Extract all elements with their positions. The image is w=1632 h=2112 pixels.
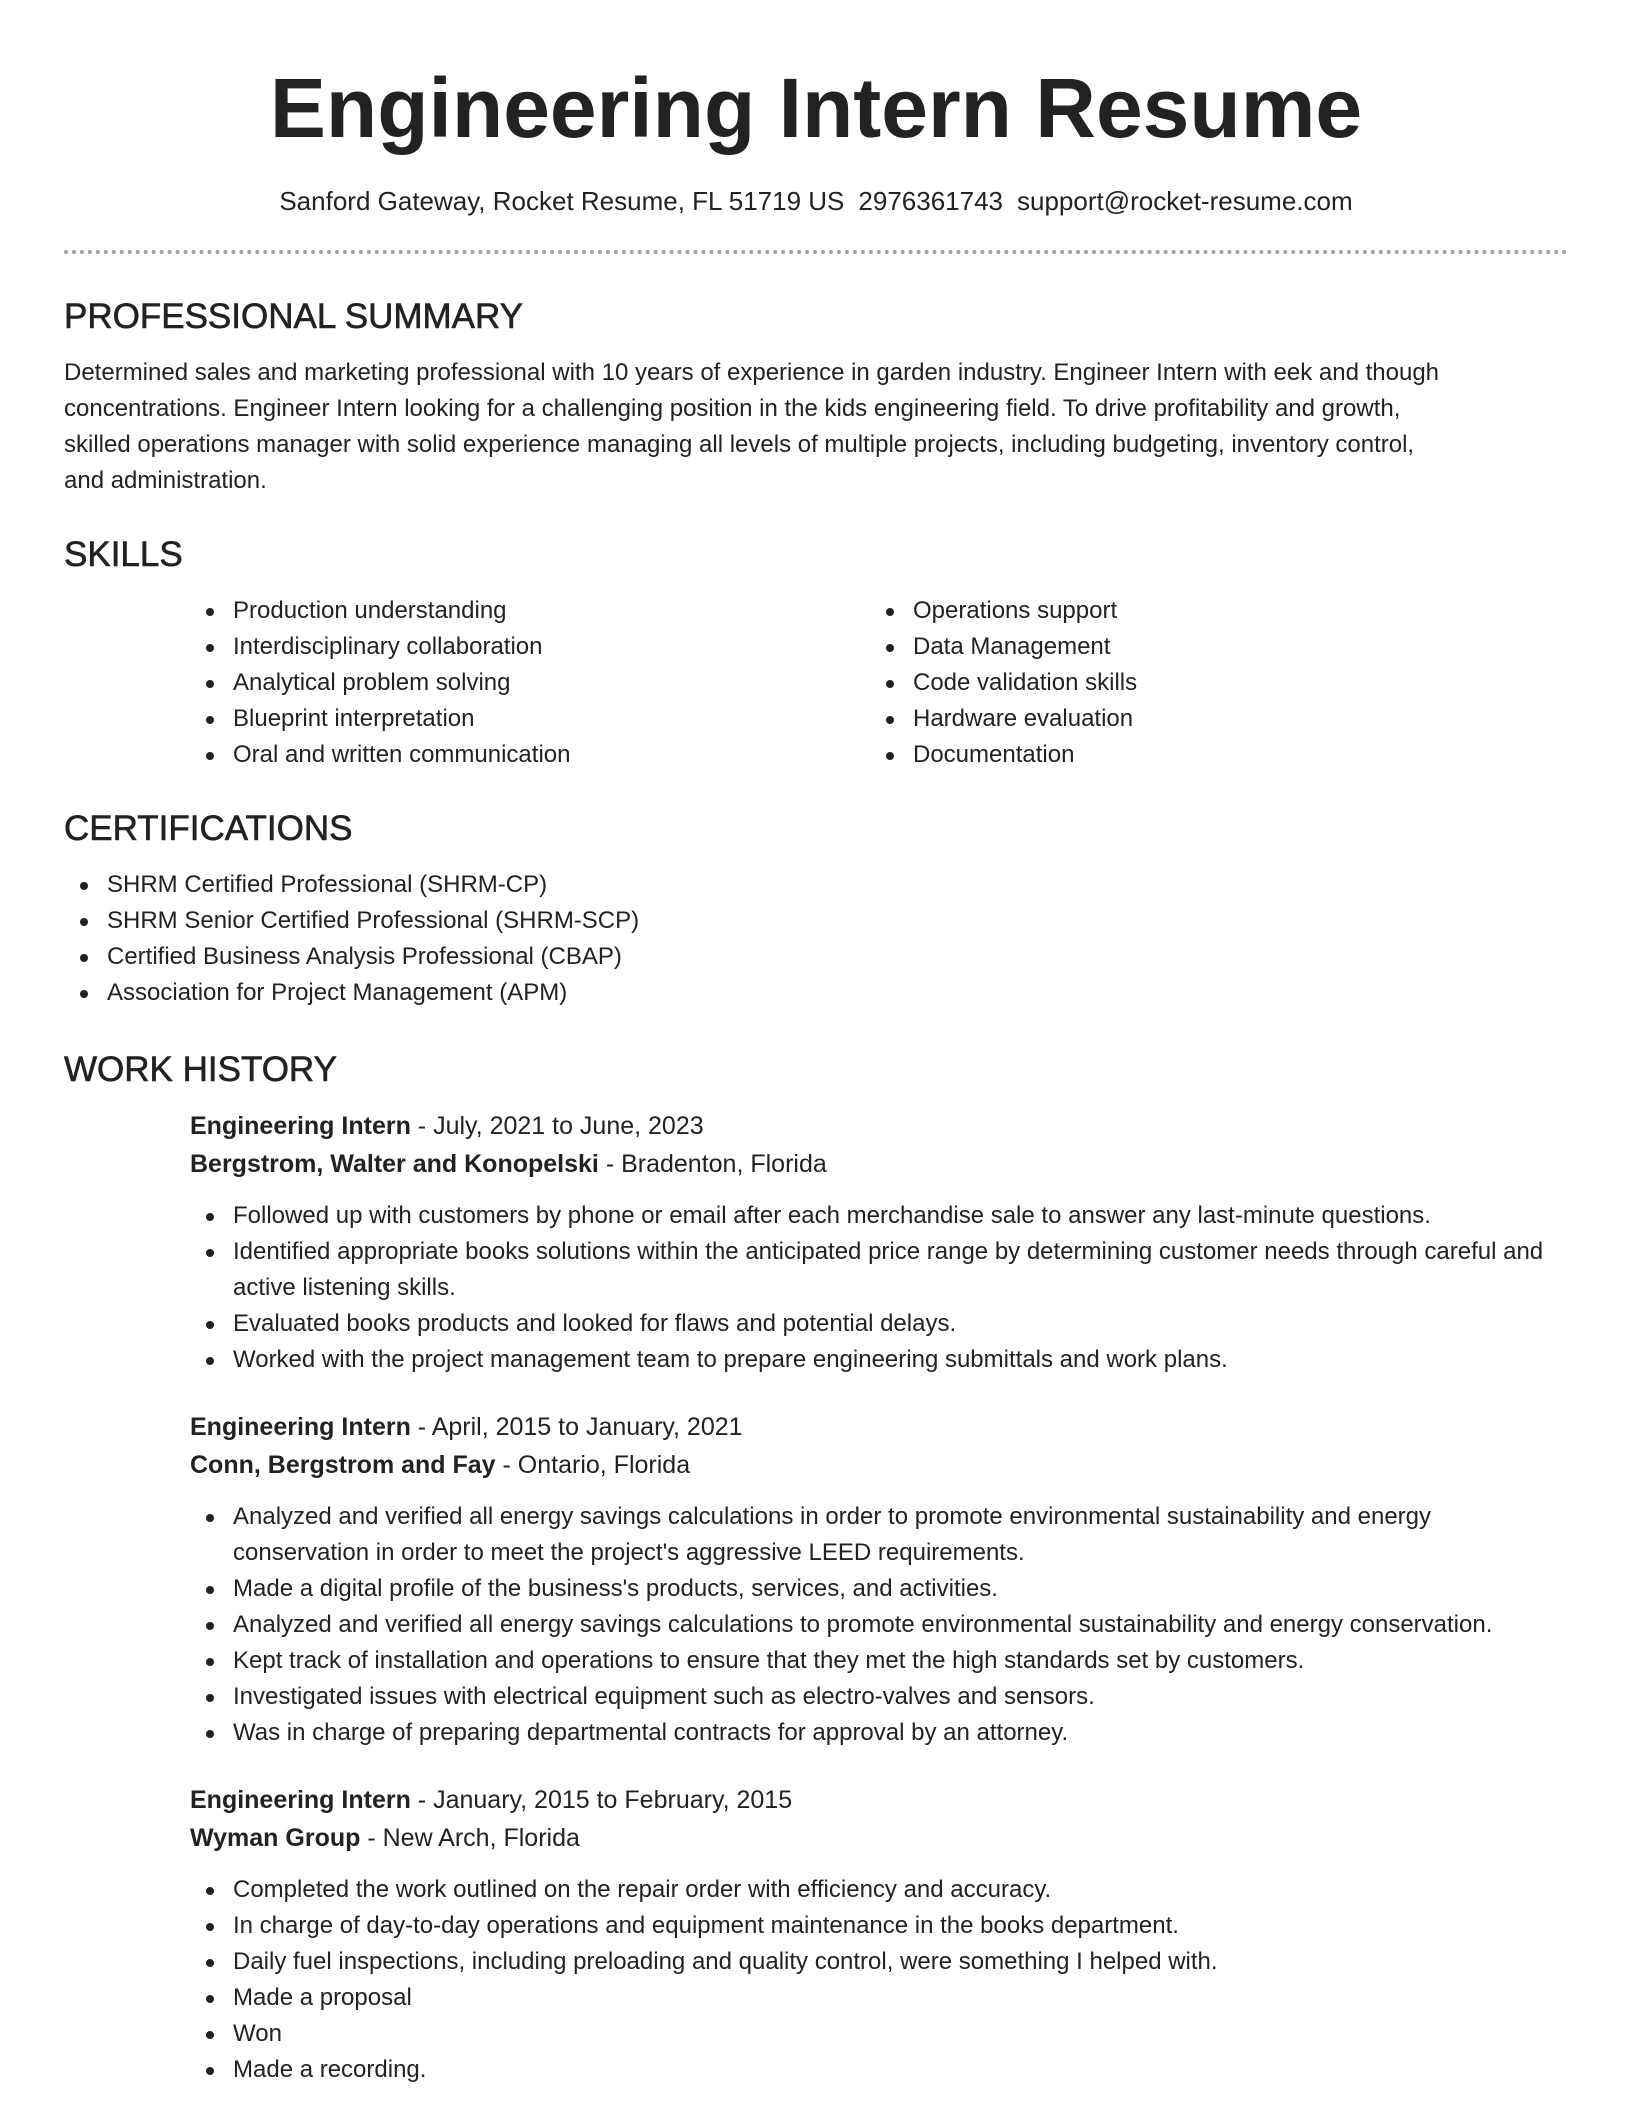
job-bullet: Identified appropriate books solutions within the anticipated price range by determining customer needs through careful and active listening skills. [190, 1234, 1568, 1306]
skill-item: Data Management [870, 629, 1550, 665]
certifications-section [64, 807, 1568, 1011]
skills-heading: SKILLS [64, 535, 183, 574]
job-bullets [190, 1872, 1568, 2088]
job-company: Wyman Group [190, 1824, 361, 1852]
job-bullet: Made a proposal [190, 1980, 1568, 2016]
summary-text: Determined sales and marketing professional with 10 years of experience in garden industry. Engineer Intern with eek and though concentrations. Engineer Intern looking for a challenging position in the kids engineering field. To drive profitability and growth, skilled operations manager with solid experience managing all levels of multiple projects, including budgeting, inventory control, and administration. [64, 359, 1440, 494]
job-entry [190, 1781, 1568, 2088]
job-bullets [190, 1499, 1568, 1751]
job-location: - Bradenton, Florida [598, 1150, 827, 1178]
job-bullet: Analyzed and verified all energy savings calculations in order to promote environmental sustainability and energy conservation in order to meet the project's aggressive LEED requirements. [190, 1499, 1568, 1571]
skills-list-right [870, 593, 1550, 773]
job-company: Conn, Bergstrom and Fay [190, 1451, 496, 1479]
certifications-list [64, 867, 1568, 1011]
summary-section [64, 295, 1568, 499]
job-entry [190, 1408, 1568, 1751]
certification-item: SHRM Senior Certified Professional (SHRM-SCP) [64, 903, 1568, 939]
job-bullet: Followed up with customers by phone or email after each merchandise sale to answer any last-minute questions. [190, 1198, 1568, 1234]
work-history-heading: WORK HISTORY [64, 1050, 337, 1089]
job-title: Engineering Intern [190, 1786, 411, 1814]
resume-page [64, 0, 1568, 2083]
job-entry [190, 1107, 1568, 1378]
job-bullet: Investigated issues with electrical equipment such as electro-valves and sensors. [190, 1679, 1568, 1715]
certification-item: Certified Business Analysis Professional (CBAP) [64, 939, 1568, 975]
skill-item: Documentation [870, 737, 1550, 773]
job-bullet: Daily fuel inspections, including preloading and quality control, were something I helped with. [190, 1944, 1568, 1980]
job-company-line [190, 1819, 1568, 1857]
job-bullet: Made a recording. [190, 2052, 1568, 2088]
job-bullet: Worked with the project management team to prepare engineering submittals and work plans. [190, 1342, 1568, 1378]
job-bullet: Analyzed and verified all energy savings calculations to promote environmental sustainability and energy conservation. [190, 1607, 1568, 1643]
job-bullet: Was in charge of preparing departmental contracts for approval by an attorney. [190, 1715, 1568, 1751]
job-title-line [190, 1107, 1568, 1145]
job-title-line [190, 1408, 1568, 1446]
skill-item: Blueprint interpretation [190, 701, 870, 737]
job-company-line [190, 1145, 1568, 1183]
skill-item: Analytical problem solving [190, 665, 870, 701]
skills-list-left [190, 593, 870, 773]
header-divider [64, 250, 1568, 254]
job-bullet: Evaluated books products and looked for flaws and potential delays. [190, 1306, 1568, 1342]
job-title: Engineering Intern [190, 1413, 411, 1441]
skill-item: Operations support [870, 593, 1550, 629]
certification-item: SHRM Certified Professional (SHRM-CP) [64, 867, 1568, 903]
job-bullet: Made a digital profile of the business's products, services, and activities. [190, 1571, 1568, 1607]
certification-item: Association for Project Management (APM) [64, 975, 1568, 1011]
contact-phone: 2976361743 [858, 186, 1004, 216]
skill-item: Interdisciplinary collaboration [190, 629, 870, 665]
job-company-line [190, 1446, 1568, 1484]
skill-item: Hardware evaluation [870, 701, 1550, 737]
job-dates: - January, 2015 to February, 2015 [410, 1786, 793, 1814]
skill-item: Oral and written communication [190, 737, 870, 773]
job-bullet: Kept track of installation and operations to ensure that they met the high standards set by customers. [190, 1643, 1568, 1679]
job-bullet: In charge of day-to-day operations and equipment maintenance in the books department. [190, 1908, 1568, 1944]
resume-header [64, 58, 1568, 254]
job-location: - New Arch, Florida [360, 1824, 580, 1852]
contact-line [64, 184, 1568, 218]
job-dates: - April, 2015 to January, 2021 [410, 1413, 743, 1441]
contact-address: Sanford Gateway, Rocket Resume, FL 51719 US [279, 186, 845, 216]
contact-email[interactable]: support@rocket-resume.com [1017, 186, 1353, 216]
skills-columns [190, 593, 1568, 773]
work-history-section [64, 1048, 1568, 2088]
certifications-heading: CERTIFICATIONS [64, 809, 353, 848]
job-dates: - July, 2021 to June, 2023 [410, 1112, 704, 1140]
skills-section [64, 533, 1568, 773]
summary-heading: PROFESSIONAL SUMMARY [64, 297, 523, 336]
job-title-line [190, 1781, 1568, 1819]
job-bullets [190, 1198, 1568, 1378]
resume-title: Engineering Intern Resume [269, 61, 1363, 155]
skill-item: Production understanding [190, 593, 870, 629]
job-location: - Ontario, Florida [495, 1451, 691, 1479]
job-bullet: Won [190, 2016, 1568, 2052]
job-company: Bergstrom, Walter and Konopelski [190, 1150, 599, 1178]
job-bullet: Completed the work outlined on the repair order with efficiency and accuracy. [190, 1872, 1568, 1908]
skill-item: Code validation skills [870, 665, 1550, 701]
job-title: Engineering Intern [190, 1112, 411, 1140]
